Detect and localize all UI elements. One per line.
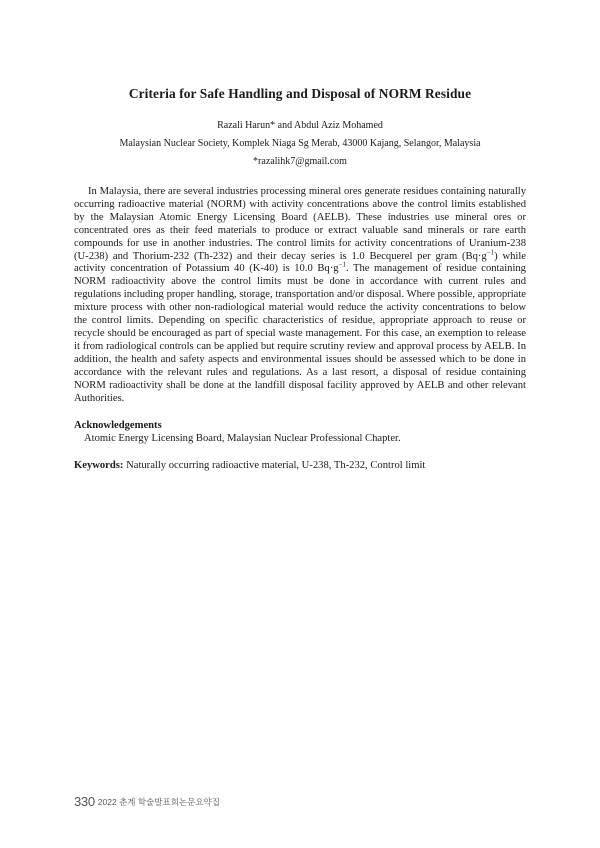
corresponding-email: *razalihk7@gmail.com <box>253 156 347 167</box>
journal-name: 2022 춘계 학술발표회논문요약집 <box>97 797 220 807</box>
paper-title: Criteria for Safe Handling and Disposal of NORM Residue <box>128 86 472 101</box>
author-affiliation: Malaysian Nuclear Society, Komplek Niaga Sg Merab, 43000 Kajang, Selangor, Malaysia <box>119 138 481 149</box>
acknowledgements-heading: Acknowledgements <box>74 420 162 431</box>
unit-superscript-1: −1 <box>486 248 495 256</box>
keywords-line <box>74 460 425 471</box>
keywords-text: Naturally occurring radioactive material, U-238, Th-232, Control limit <box>123 460 426 471</box>
abstract-text-part3: . The management of residue containing NORM radioactivity above the control limits must be done in accordance with current rules and regulations including proper handling, storage, transportation and/or disposal. Where possible, appropriate mixture process with other non-radiological material would reduce the activity concentrations to below the control limits. Depending on specific characteristics of residue, appropriate approach to reuse or recycle should be encouraged as part of special waste management. For this case, an exemption to release it from radiological controls can be applied but require scrutiny review and approval process by AELB. In addition, the health and safety aspects and environmental issues should be assessed which to be done in accordance with the relevant rules and regulations. As a last resort, a disposal of residue containing NORM radioactivity shall be done at the landfill disposal facility approved by AELB and other relevant Authorities. <box>74 263 526 404</box>
unit-superscript-2: −1 <box>338 260 346 269</box>
keywords-label: Keywords: <box>74 460 124 471</box>
abstract-text-part2: ) while activity concentration of Potassium 40 (K-40) is 10.0 Bq·g <box>74 250 526 275</box>
acknowledgements-text: Atomic Energy Licensing Board, Malaysian Nuclear Professional Chapter. <box>84 433 401 444</box>
abstract-text-part1: In Malaysia, there are several industries processing mineral ores generate residues containing naturally occurring radioactive material (NORM) with activity concentrations above the control limits established by the Malaysian Atomic Energy Licensing Board (AELB). These industries use mineral ores or concentrated ores as their feed materials to produce or extract valuable sand minerals or rare earth compounds for use in another industries. The control limits for activity concentrations of Uranium-238 (U-238) and Thorium-232 (Th-232) and their decay series is 1.0 Becquerel per gram (Bq·g <box>74 186 526 262</box>
page-number: 330 <box>74 794 95 809</box>
page-footer <box>74 793 220 811</box>
author-list: Razali Harun* and Abdul Aziz Mohamed <box>217 120 383 131</box>
abstract-paragraph <box>74 186 526 405</box>
